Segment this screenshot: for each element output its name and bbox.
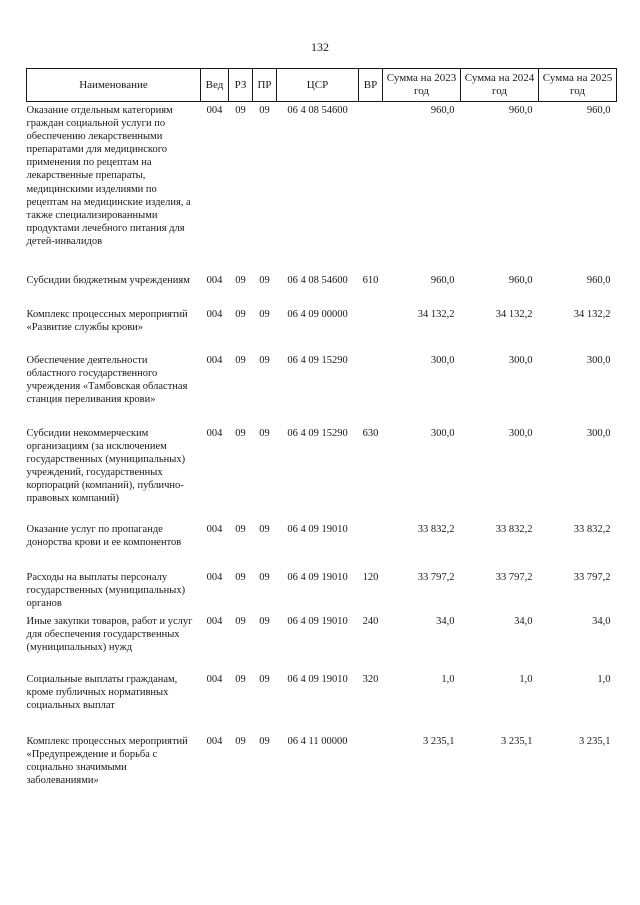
row-sum-2024: 33 832,2	[495, 523, 533, 535]
row-pr: 09	[259, 354, 270, 366]
header-name: Наименование	[27, 69, 201, 102]
row-sum-2025: 34,0	[592, 615, 611, 627]
row-ved: 004	[206, 735, 223, 747]
row-sum-2023: 300,0	[430, 354, 455, 366]
header-sum-2024: Сумма на 2024 год	[461, 69, 539, 102]
row-sum-2023: 960,0	[430, 105, 455, 116]
row-rz: 09	[235, 615, 246, 627]
row-sum-2025: 960,0	[586, 274, 611, 286]
row-vr	[359, 523, 383, 571]
row-pr: 09	[259, 523, 270, 535]
row-csr: 06 4 09 00000	[287, 308, 348, 320]
row-vr: 320	[362, 673, 379, 685]
row-name: Оказание услуг по пропаганде донорства крови и ее компонентов	[26, 523, 182, 548]
row-name: Субсидии некоммерческим организациям (за исключением государственных (муниципальных) учреждений, государственных корпораций (компаний), публично-правовых компаний)	[26, 427, 186, 504]
row-csr: 06 4 08 54600	[287, 274, 348, 286]
row-vr: 630	[362, 427, 379, 439]
row-csr: 06 4 09 19010	[287, 571, 348, 583]
row-sum-2024: 34,0	[514, 615, 533, 627]
row-sum-2023: 3 235,1	[423, 735, 455, 747]
row-vr: 610	[362, 274, 379, 286]
row-rz: 09	[235, 308, 246, 320]
row-csr: 06 4 09 15290	[287, 354, 348, 366]
row-sum-2025: 33 832,2	[573, 523, 611, 535]
row-sum-2023: 34 132,2	[417, 308, 455, 320]
row-ved: 004	[206, 523, 223, 535]
row-sum-2024: 300,0	[508, 427, 533, 439]
row-pr: 09	[259, 615, 270, 627]
row-sum-2025: 34 132,2	[573, 308, 611, 320]
row-ved: 004	[206, 354, 223, 366]
row-sum-2025: 300,0	[586, 427, 611, 439]
row-sum-2023: 300,0	[430, 427, 455, 439]
row-name: Субсидии бюджетным учреждениям	[26, 274, 190, 286]
row-ved: 004	[206, 105, 223, 116]
row-ved: 004	[206, 673, 223, 685]
row-sum-2023: 33 797,2	[417, 571, 455, 583]
row-name: Социальные выплаты гражданам, кроме публичных нормативных социальных выплат	[26, 673, 178, 711]
row-pr: 09	[259, 673, 270, 685]
row-vr	[359, 354, 383, 427]
header-csr: ЦСР	[277, 69, 359, 102]
row-vr	[359, 102, 383, 274]
header-ved: Вед	[201, 69, 229, 102]
row-name: Обеспечение деятельности областного государственного учреждения «Тамбовская областная станция переливания крови»	[26, 354, 188, 405]
row-csr: 06 4 09 15290	[287, 427, 348, 439]
row-vr	[359, 308, 383, 354]
row-pr: 09	[259, 571, 270, 583]
row-rz: 09	[235, 105, 246, 116]
row-ved: 004	[206, 308, 223, 320]
row-sum-2025: 300,0	[586, 354, 611, 366]
row-ved: 004	[206, 615, 223, 627]
row-sum-2025: 33 797,2	[573, 571, 611, 583]
header-sum-2023: Сумма на 2023 год	[383, 69, 461, 102]
row-vr	[359, 735, 383, 795]
header-sum-2025: Сумма на 2025 год	[539, 69, 617, 102]
row-sum-2025: 3 235,1	[579, 735, 611, 747]
row-rz: 09	[235, 523, 246, 535]
row-rz: 09	[235, 354, 246, 366]
row-name: Иные закупки товаров, работ и услуг для обеспечения государственных (муниципальных) нужд	[26, 615, 193, 653]
header-pr: ПР	[253, 69, 277, 102]
row-rz: 09	[235, 673, 246, 685]
row-csr: 06 4 09 19010	[287, 523, 348, 535]
row-rz: 09	[235, 571, 246, 583]
row-name: Комплекс процессных мероприятий «Предупреждение и борьба с социально значимыми заболеваниями»	[26, 735, 188, 786]
row-csr: 06 4 09 19010	[287, 615, 348, 627]
table-header-row	[27, 69, 617, 102]
table-row	[27, 274, 617, 308]
row-pr: 09	[259, 105, 270, 116]
table-row	[27, 523, 617, 571]
row-pr: 09	[259, 735, 270, 747]
budget-table	[26, 68, 617, 795]
row-sum-2023: 960,0	[430, 274, 455, 286]
row-sum-2024: 960,0	[508, 274, 533, 286]
row-sum-2023: 34,0	[436, 615, 455, 627]
row-ved: 004	[206, 427, 223, 439]
row-sum-2025: 1,0	[597, 673, 611, 685]
row-pr: 09	[259, 308, 270, 320]
row-vr: 120	[362, 571, 379, 583]
row-rz: 09	[235, 427, 246, 439]
page-number: 132	[311, 40, 329, 54]
table-row	[27, 308, 617, 354]
row-ved: 004	[206, 571, 223, 583]
table-row	[27, 673, 617, 735]
row-name: Оказание отдельным категориям граждан социальной услуги по обеспечению лекарственными препаратами для медицинского применения по рецептам на лекарственные препараты, медицинскими изделиями по рецептам на медицинские изделия, а также специализированными продуктами лечебного питания для детей-инвалидов	[26, 105, 191, 247]
row-rz: 09	[235, 735, 246, 747]
row-pr: 09	[259, 274, 270, 286]
row-sum-2025: 960,0	[586, 105, 611, 116]
row-sum-2024: 33 797,2	[495, 571, 533, 583]
header-vr: ВР	[359, 69, 383, 102]
table-row	[27, 427, 617, 523]
table-row	[27, 615, 617, 673]
row-csr: 06 4 11 00000	[287, 735, 348, 747]
row-name: Расходы на выплаты персоналу государственных (муниципальных) органов	[26, 571, 186, 609]
row-sum-2024: 3 235,1	[501, 735, 533, 747]
table-row	[27, 102, 617, 274]
row-sum-2024: 300,0	[508, 354, 533, 366]
row-rz: 09	[235, 274, 246, 286]
table-row	[27, 354, 617, 427]
row-sum-2024: 1,0	[519, 673, 533, 685]
row-vr: 240	[362, 615, 379, 627]
row-name: Комплекс процессных мероприятий «Развитие службы крови»	[26, 308, 188, 333]
table-row	[27, 735, 617, 795]
row-sum-2023: 1,0	[441, 673, 455, 685]
row-csr: 06 4 08 54600	[287, 105, 348, 116]
row-pr: 09	[259, 427, 270, 439]
row-csr: 06 4 09 19010	[287, 673, 348, 685]
row-sum-2024: 34 132,2	[495, 308, 533, 320]
row-sum-2023: 33 832,2	[417, 523, 455, 535]
row-ved: 004	[206, 274, 223, 286]
table-row	[27, 571, 617, 615]
row-sum-2024: 960,0	[508, 105, 533, 116]
header-rz: РЗ	[229, 69, 253, 102]
